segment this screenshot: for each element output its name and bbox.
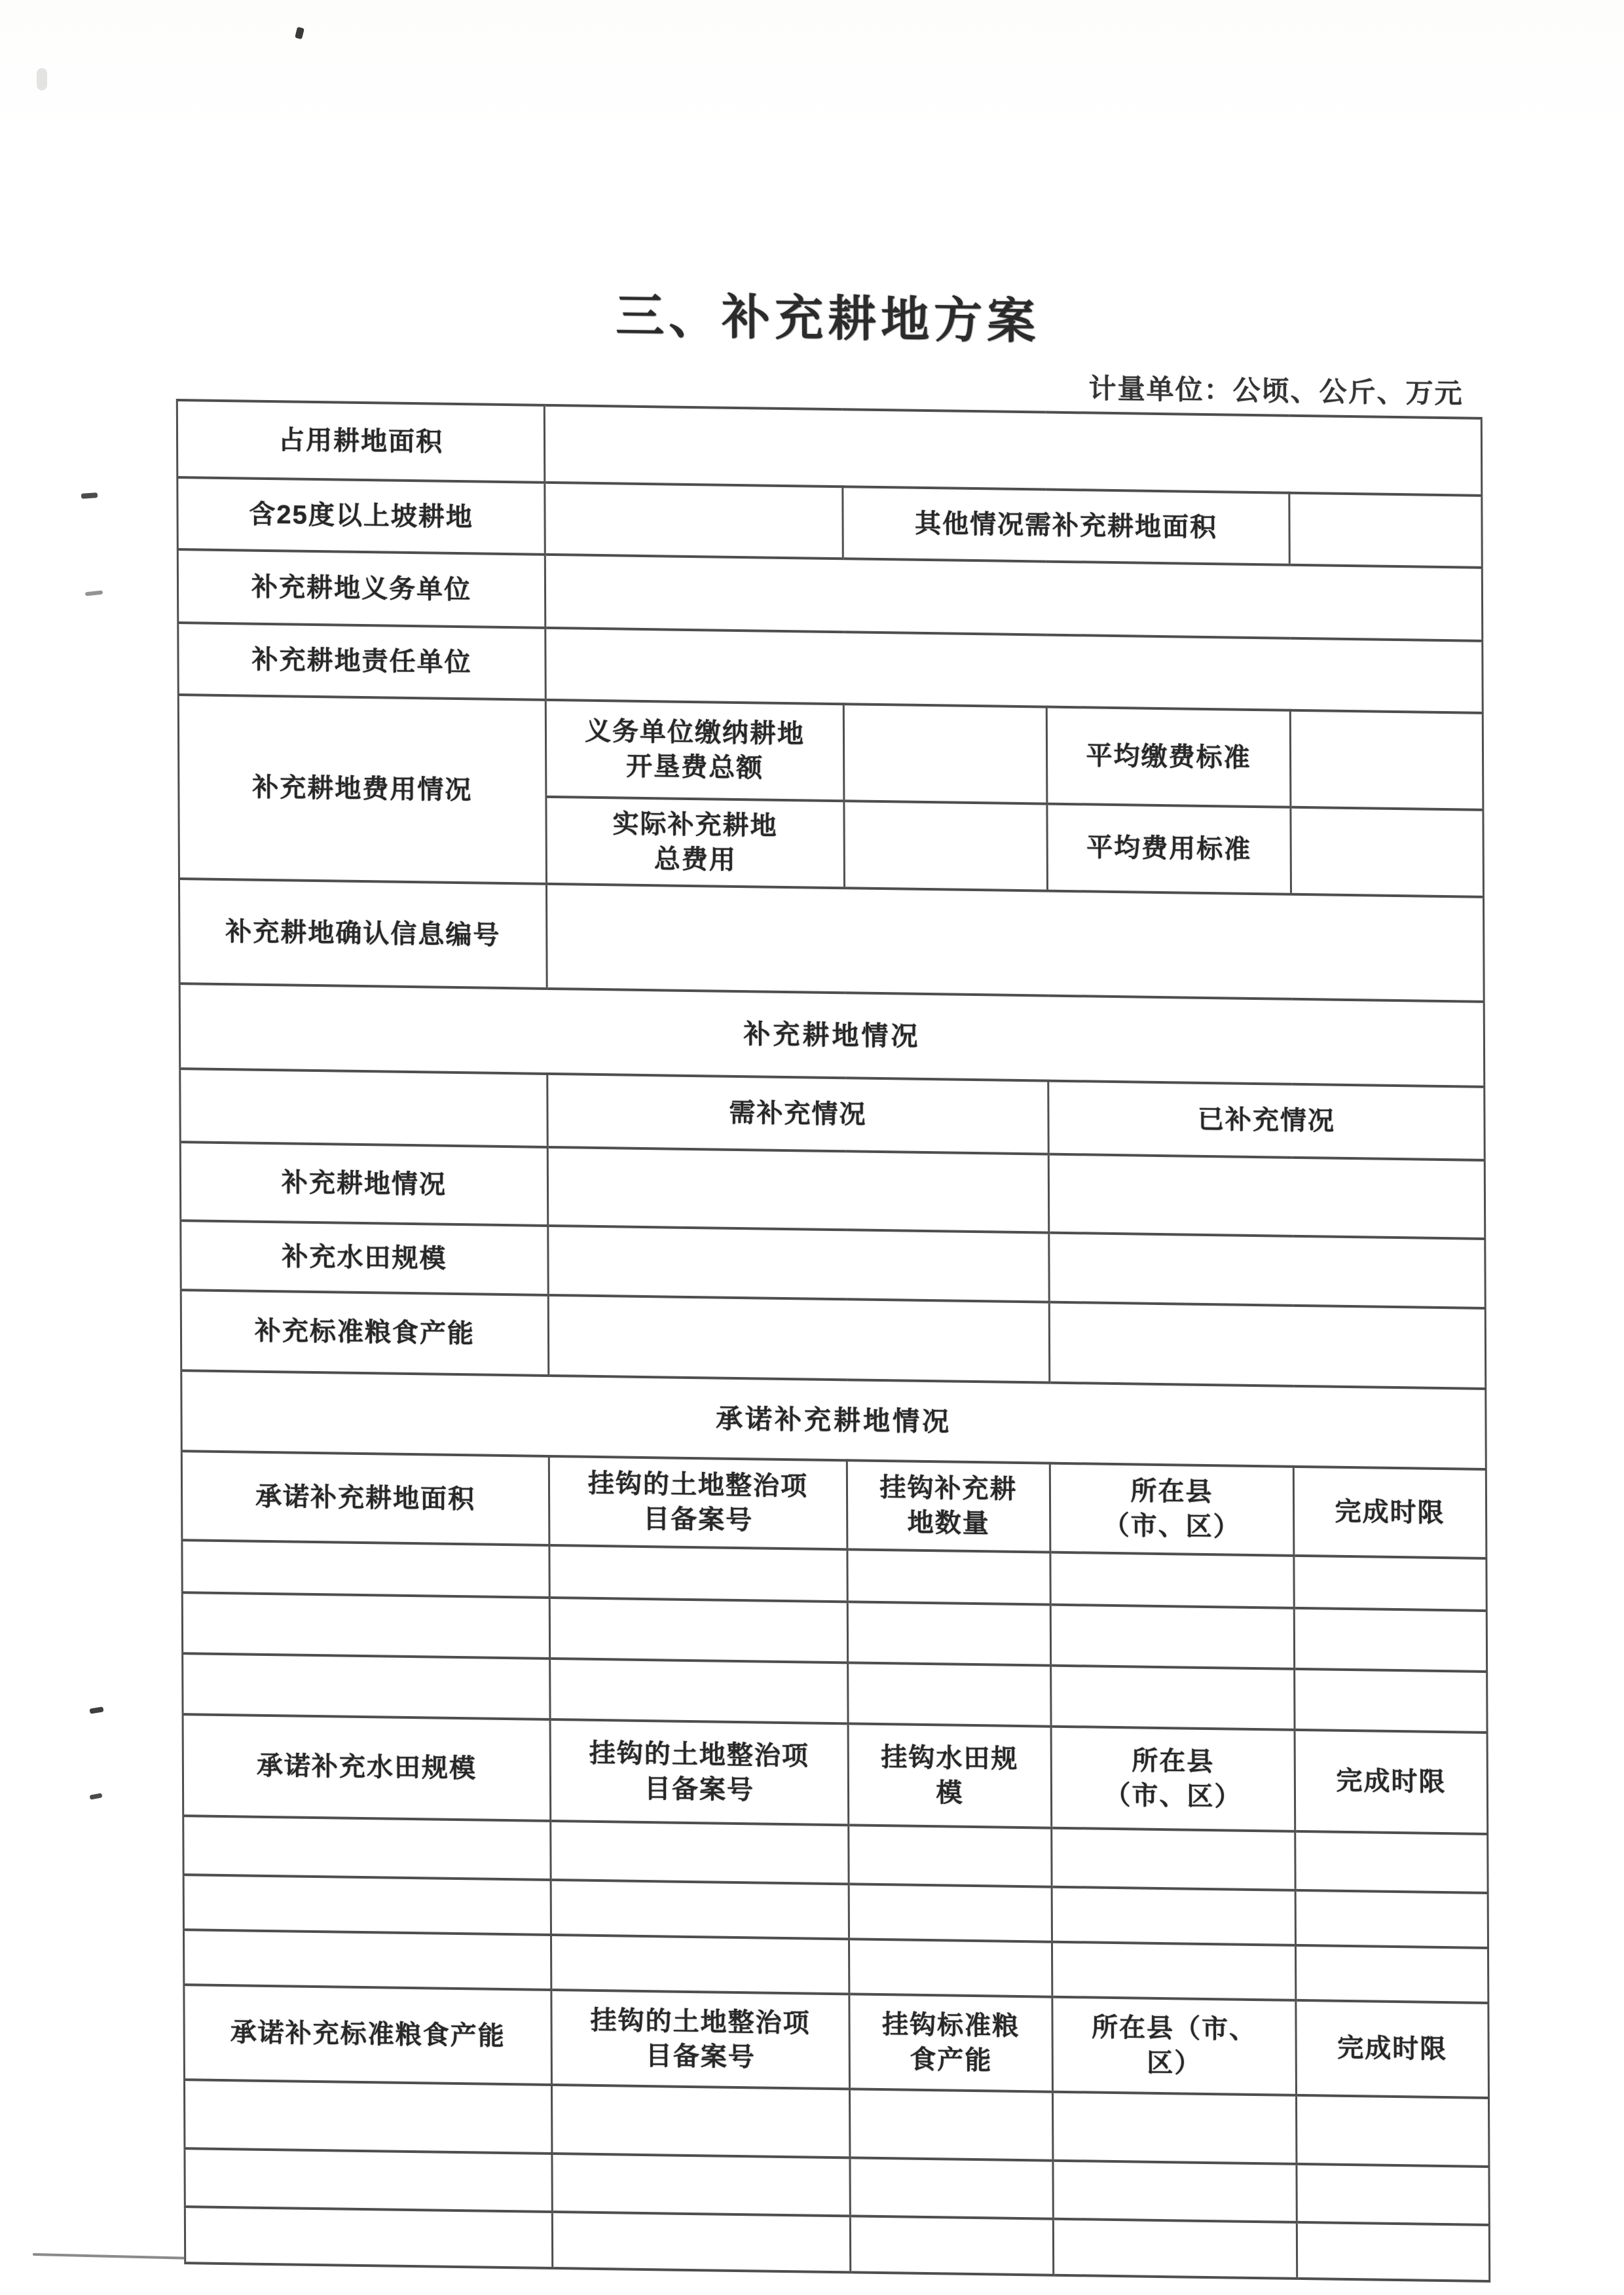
cell-actual-supplement-total-cost: 实际补充耕地 总费用 [546, 797, 845, 888]
column-header-promised-paddy-scale: 承诺补充水田规模 [183, 1714, 551, 1821]
input-responsibility-unit [545, 628, 1483, 713]
input-other-situations-supplement-area [1289, 493, 1482, 568]
cell-confirmation-info-number: 补充耕地确认信息编号 [179, 879, 547, 989]
column-header-county: 所在县 （市、区） [1051, 1727, 1295, 1831]
table-cell-empty [1297, 2222, 1489, 2281]
section-header-promised-supplement: 承诺补充耕地情况 [181, 1370, 1486, 1469]
table-cell-empty [849, 2089, 1052, 2160]
section-header-supplement-status: 补充耕地情况 [179, 983, 1485, 1087]
table-cell-empty [1052, 1828, 1295, 1890]
input-obligation-unit [545, 555, 1482, 641]
table-cell-empty [847, 1602, 1050, 1665]
table-cell-empty [1053, 2161, 1297, 2222]
table-cell-empty [184, 2080, 551, 2154]
column-header-county: 所在县 （市、区） [1050, 1463, 1294, 1556]
table-cell-empty [1296, 2095, 1488, 2167]
table-cell-empty [849, 1825, 1052, 1886]
table-cell-empty [849, 1884, 1052, 1941]
input-occupied-farmland-area [544, 405, 1482, 496]
table-row-21 [184, 1985, 1489, 2098]
table-cell-empty [183, 1653, 550, 1719]
column-header-completion-deadline: 完成时限 [1295, 1730, 1488, 1834]
table-cell-empty [1052, 1942, 1295, 2000]
table-cell-empty [1295, 1831, 1488, 1893]
form-sheet [175, 282, 1488, 2283]
table-cell-empty [183, 1930, 551, 1990]
input-actual-supplement-total-cost [844, 801, 1048, 890]
table-cell-empty [1052, 1887, 1295, 1945]
form-table [176, 399, 1490, 2283]
cell-occupied-farmland-area: 占用耕地面积 [177, 400, 545, 483]
table-cell-empty [551, 1935, 849, 1994]
column-header-linked-grain-capacity: 挂钩标准粮 食产能 [849, 1994, 1053, 2091]
table-cell-empty [1051, 1666, 1295, 1730]
cell-supplement-cost-overview: 补充耕地费用情况 [178, 695, 546, 884]
input-grain-capacity-done [1049, 1302, 1486, 1389]
pencil-dash-mark [90, 1706, 104, 1714]
row-header-standard-grain-capacity: 补充标准粮食产能 [181, 1290, 549, 1376]
column-header-linked-project-filing-number: 挂钩的土地整治项 目备案号 [551, 1990, 850, 2089]
table-cell-empty [183, 1875, 551, 1935]
table-cell-empty [1295, 1890, 1488, 1948]
pencil-dash-mark [85, 591, 103, 597]
cell-reclamation-fee-total: 义务单位缴纳耕地 开垦费总额 [545, 700, 844, 801]
column-header-county: 所在县（市、 区） [1052, 1997, 1297, 2095]
cell-responsibility-unit: 补充耕地责任单位 [178, 623, 545, 700]
page-title: 三、补充耕地方案 [616, 288, 1041, 349]
table-cell-empty [1295, 1669, 1487, 1733]
column-header-needed-supplement: 需补充情况 [547, 1074, 1048, 1154]
table-cell-empty [1050, 1605, 1294, 1669]
column-header-completion-deadline: 完成时限 [1296, 2000, 1489, 2098]
cell-average-cost-standard: 平均费用标准 [1047, 804, 1291, 894]
scan-overshoot-line [33, 2253, 185, 2260]
measurement-unit-note: 计量单位：公顷、公斤、万元 [1088, 373, 1464, 409]
table-cell-empty [182, 1592, 549, 1659]
table-cell-empty [1297, 2164, 1489, 2225]
cell-obligation-unit: 补充耕地义务单位 [177, 549, 545, 628]
table-row-4 [178, 695, 1483, 810]
scan-smudge [37, 68, 47, 90]
cell-slope-over-25-degrees: 含25度以上坡耕地 [177, 477, 545, 555]
table-row-6 [179, 879, 1484, 1002]
table-cell-empty [185, 2148, 552, 2212]
input-paddy-field-done [1049, 1233, 1485, 1308]
input-supplement-farmland-done [1048, 1154, 1485, 1239]
input-paddy-field-needed [548, 1226, 1049, 1302]
cell-average-payment-standard: 平均缴费标准 [1046, 707, 1291, 807]
table-cell-empty [1294, 1608, 1486, 1672]
table-cell-empty [848, 1662, 1051, 1726]
column-header-linked-project-filing-number: 挂钩的土地整治项 目备案号 [550, 1719, 849, 1825]
table-row-17 [183, 1714, 1488, 1834]
column-header-already-supplemented: 已补充情况 [1048, 1081, 1485, 1160]
table-cell-empty [549, 1545, 847, 1602]
form-table-body [177, 400, 1489, 2281]
input-confirmation-info-number [546, 884, 1484, 1002]
input-average-payment-standard [1290, 710, 1483, 810]
table-cell-empty [1053, 2219, 1297, 2279]
table-cell-empty [552, 2154, 850, 2216]
table-cell-empty [850, 2157, 1053, 2218]
input-reclamation-fee-total [843, 704, 1047, 803]
row-header-paddy-field-scale: 补充水田规模 [181, 1221, 548, 1295]
table-cell-empty [551, 1880, 849, 1939]
table-cell-empty [847, 1549, 1050, 1604]
row-header-supplement-farmland: 补充耕地情况 [180, 1142, 548, 1226]
pencil-dash-mark [81, 492, 98, 499]
table-cell-empty [182, 1540, 549, 1598]
column-header-promised-farmland-area: 承诺补充耕地面积 [181, 1451, 549, 1545]
column-header-linked-project-filing-number: 挂钩的土地整治项 目备案号 [549, 1456, 847, 1549]
column-header-completion-deadline: 完成时限 [1293, 1467, 1486, 1558]
input-supplement-farmland-needed [547, 1147, 1049, 1233]
input-average-cost-standard [1291, 807, 1484, 897]
table-cell-empty [551, 2085, 849, 2157]
input-grain-capacity-needed [548, 1295, 1050, 1383]
table-cell-empty [549, 1598, 847, 1662]
table-cell-empty [185, 2207, 552, 2268]
column-header-promised-grain-capacity: 承诺补充标准粮食产能 [184, 1985, 552, 2085]
table-cell-empty [550, 1659, 848, 1723]
table-cell-empty [1294, 1556, 1486, 1611]
table-cell-empty [1295, 1945, 1488, 2003]
table-cell-empty [551, 1821, 849, 1884]
table-cell-empty [1050, 1552, 1294, 1608]
table-cell-empty [183, 1816, 551, 1880]
table-cell-empty [552, 2212, 850, 2272]
column-header-linked-paddy-scale: 挂钩水田规 模 [848, 1723, 1052, 1827]
scan-speck [295, 27, 304, 39]
input-slope-over-25-degrees [545, 483, 843, 559]
table-cell-empty [1052, 2092, 1296, 2164]
cell-other-situations-supplement-area: 其他情况需补充耕地面积 [843, 487, 1289, 565]
cell-blank-corner [180, 1069, 547, 1147]
table-cell-empty [849, 1939, 1052, 1996]
pencil-dash-mark [90, 1793, 103, 1799]
table-cell-empty [850, 2216, 1053, 2275]
column-header-linked-farmland-quantity: 挂钩补充耕 地数量 [847, 1460, 1050, 1552]
